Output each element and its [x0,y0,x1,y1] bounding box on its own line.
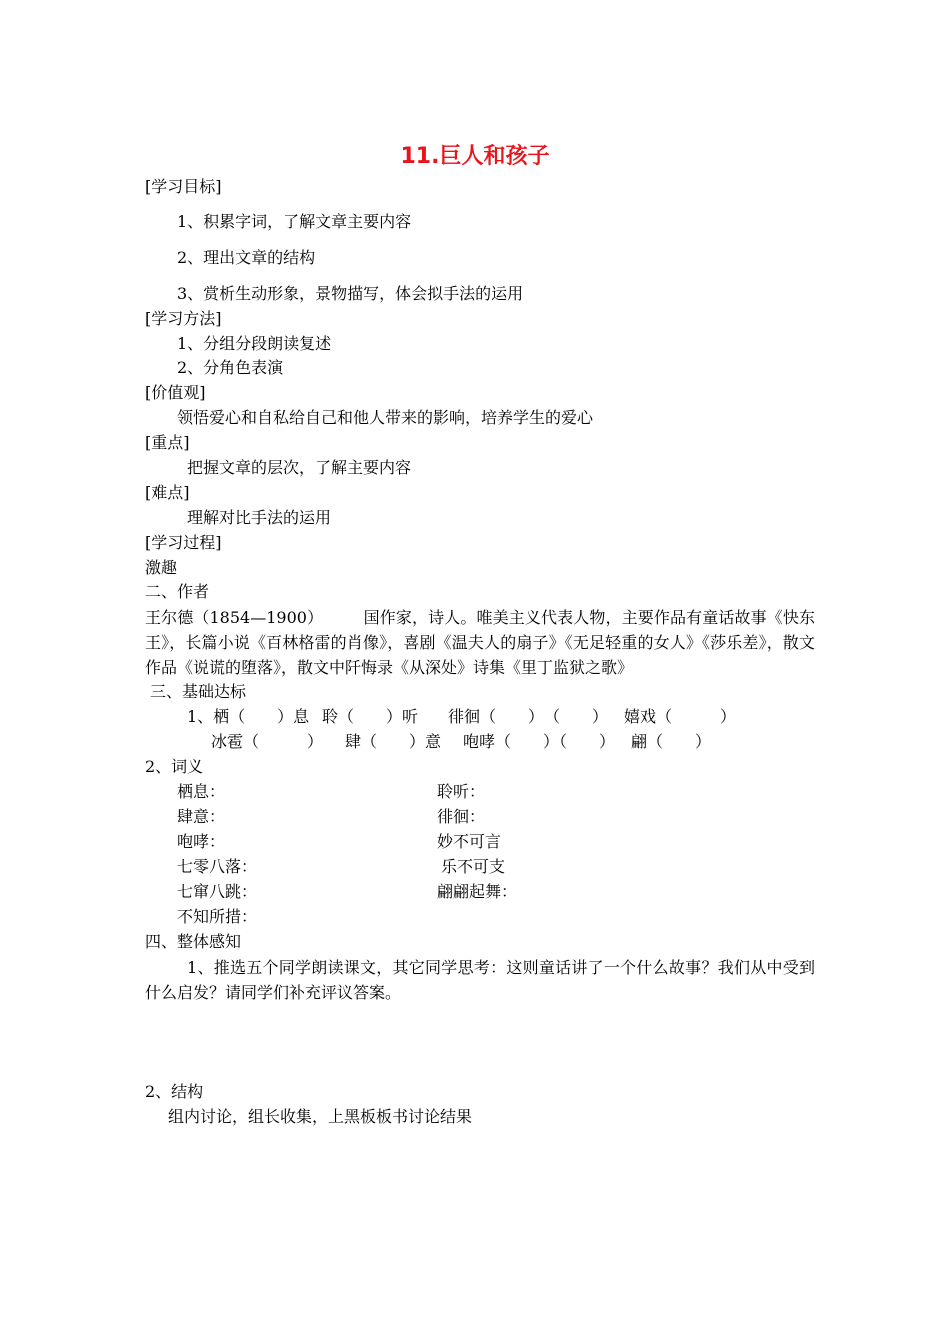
overall-header: 四、整体感知 [145,932,242,951]
pinyin-item: 嬉戏（ ） [624,707,737,726]
author-header: 二、作者 [145,582,210,601]
method-item: 2、分角色表演 [177,358,284,377]
values-text: 领悟爱心和自私给自己和他人带来的影响，培养学生的爱心 [177,408,594,427]
pinyin-item: 1、栖（ ）息 [187,707,310,726]
vocab-item: 七窜八跳： [177,882,258,901]
goal-item: 3、赏析生动形象，景物描写，体会拟手法的运用 [177,284,524,303]
goals-header: [学习目标] [145,177,222,196]
basics-header: 三、基础达标 [150,682,247,701]
vocab-item: 乐不可支 [441,857,506,876]
vocab-header: 2、词义 [145,757,204,776]
key-header: [重点] [145,433,190,452]
document-title: 11.巨人和孩子 [400,144,550,169]
values-header: [价值观] [145,383,206,402]
vocab-item: 翩翩起舞： [437,882,518,901]
vocab-item: 妙不可言 [437,832,502,851]
vocab-item: 不知所措： [177,907,258,926]
intro-text: 激趣 [145,558,178,577]
pinyin-item: 肆（ ）意 [345,732,442,751]
difficulty-text: 理解对比手法的运用 [187,508,332,527]
vocab-item: 聆听： [437,782,486,801]
key-text: 把握文章的层次，了解主要内容 [187,458,412,477]
pinyin-item: 冰雹（ ） [211,732,324,751]
structure-header: 2、结构 [145,1082,204,1101]
goal-item: 2、理出文章的结构 [177,248,316,267]
vocab-item: 七零八落： [177,857,258,876]
structure-text: 组内讨论，组长收集，上黑板板书讨论结果 [168,1107,473,1126]
pinyin-item: 咆哮（ ）（ ） [463,732,616,751]
pinyin-item: 徘徊（ ） （ ） [448,707,609,726]
vocab-item: 徘徊： [437,807,486,826]
goal-item: 1、积累字词，了解文章主要内容 [177,212,412,231]
vocab-item: 栖息： [177,782,226,801]
author-text: 王尔德（1854—1900） 国作家，诗人。唯美主义代表人物，主要作品有童话故事《快东王》，长篇小说《百林格雷的肖像》，喜剧《温夫人的扇子》《无足轻重的女人》《莎乐差》，散文作品《说谎的堕落》，散文中阡悔录《从深处》诗集《里丁监狱之歌》 [145,608,815,677]
pinyin-item: 翩（ ） [631,732,712,751]
method-item: 1、分组分段朗读复述 [177,334,332,353]
difficulty-header: [难点] [145,483,190,502]
pinyin-item: 聆（ ）听 [322,707,419,726]
method-header: [学习方法] [145,309,222,328]
vocab-item: 咆哮： [177,832,226,851]
vocab-item: 肆意： [177,807,226,826]
overall-text: 1、推选五个同学朗读课文，其它同学思考：这则童话讲了一个什么故事？我们从中受到什么启发？请同学们补充评议答案。 [145,958,815,1002]
process-header: [学习过程] [145,533,222,552]
